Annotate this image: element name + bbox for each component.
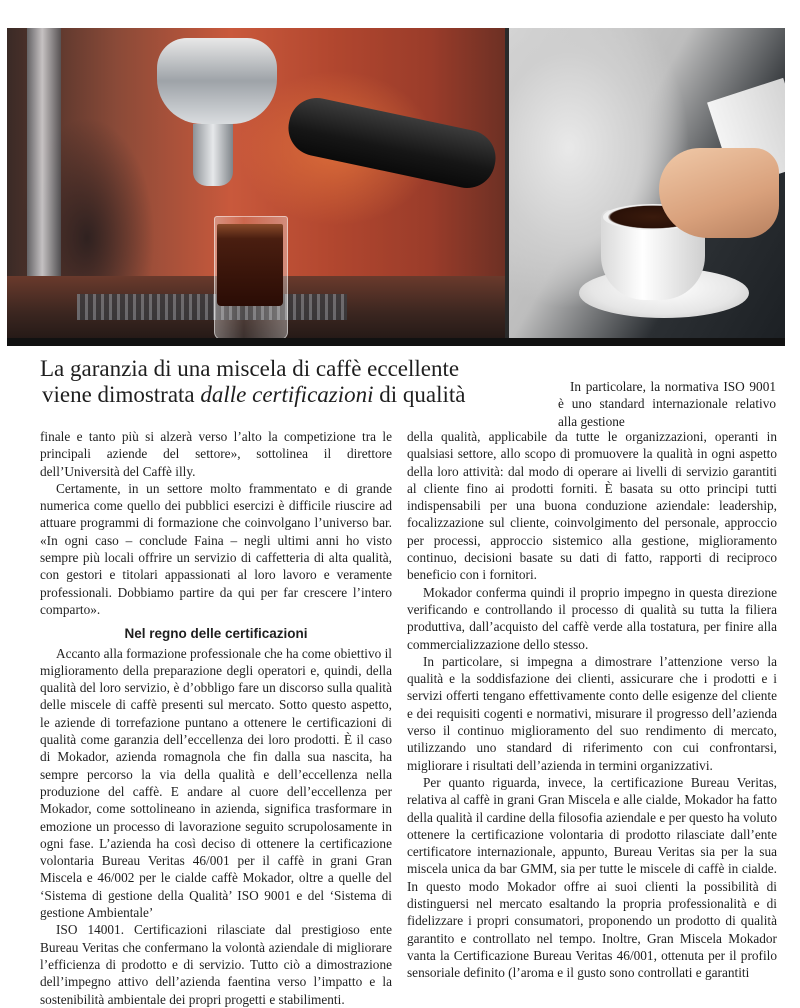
headline-line-2	[40, 382, 510, 408]
right-paragraph: Mokador conferma quindi il proprio impegno in questa direzione verificando e controllando il processo di qualità su tutta la filiera produttiva, dall’acquisto del caffè verde alla tostatura, per finire alla commercializzazione dello stesso.	[407, 584, 777, 652]
right-column	[407, 428, 777, 982]
right-paragraph: In particolare, si impegna a dimostrare l’attenzione verso la qualità e la soddisfazione dei clienti, assicurare che i prodotti e i servizi offerti tengano effettivamente conto delle esigenze del cliente e dei requisiti cogenti e normativi, misurare il progresso dell’azienda verso il continuo miglioramento del suo rendimento di mercato, utilizzando uno standard di riferimento con cui confrontarsi, migliorare i risultati dell’azienda in termini organizzativi.	[407, 653, 777, 773]
right-paragraph: della qualità, applicabile da tutte le organizzazioni, operanti in qualsiasi settore, allo scopo di promuovere la qualità in ogni aspetto della loro attività: dal modo di operare ai livelli di servizio garantiti al cliente fino ai prodotti forniti. È basata su otto principi tutti indispensabili per una buona conduzione aziendale: leadership, focalizzazione sul cliente, coinvolgimento del personale, approccio per processi, approccio sistemico alla gestione, miglioramento continuo, decisioni basate su dati di fatto, rapporti di reciproco beneficio con i fornitori.	[407, 429, 777, 583]
espresso-shot	[217, 224, 283, 306]
left-paragraph: ISO 14001. Certificazioni rilasciate dal prestigioso ente Bureau Veritas che confermano la volontà aziendale di migliorare l’efficienza di prodotto e di servizio. Tutto ciò a dimostrazione dell’impegno attivo dell’azienda faentina verso l’impatto e la sostenibilità ambientale dei propri progetti e stabilimenti.	[40, 922, 392, 1007]
right-intro-paragraph: In particolare, la normativa ISO 9001 è uno standard internazionale relativo alla gestione	[558, 379, 776, 429]
coffee-cup-photo	[509, 28, 785, 338]
portafilter-spout	[193, 124, 233, 186]
portafilter-handle	[283, 93, 500, 193]
headline-line-2-post: di qualità	[373, 382, 466, 407]
espresso-machine-photo	[7, 28, 505, 338]
left-column	[40, 428, 392, 1008]
header-photo-band	[7, 28, 785, 346]
right-paragraph: Per quanto riguarda, invece, la certificazione Bureau Veritas, relativa al caffè in grani Gran Miscela e alle cialde, Mokador ha fatto della qualità il cardine della filosofia aziendale e per questo ha voluto ottenere la certificazione volontaria di prodotto rilasciate dall’ente certificatore internazionale, appunto, Bureau Veritas sia per la sua miscela unica da bar GMM, sia per tutte le miscele di caffè in cialde. In questo modo Mokador offre ai suoi clienti la possibilità di distinguersi nel mercato esaltando la propria professionalità e di fidelizzare i propri consumatori, proponendo un prodotto di qualità garantito e controllato nel tempo. Inoltre, Gran Miscela Mokador vanta la Certificazione Bureau Veritas 46/001, ottenuta per il profilo sensoriale definito (l’aroma e il gusto sono controllati e garantiti	[407, 774, 777, 981]
headline-line-2-pre: viene dimostrata	[42, 382, 201, 407]
group-head	[157, 38, 277, 124]
right-column-intro	[558, 378, 776, 430]
left-paragraph: finale e tanto più si alzerà verso l’alto la competizione tra le principali aziende del settore», sottolinea il direttore dell’Università del Caffè illy.	[40, 429, 392, 479]
left-paragraph: Certamente, in un settore molto frammentato e di grande numerica come quello dei pubblici esercizi è difficile riuscire ad attuare programmi di formazione che coinvolgano l’universo bar. «In ogni caso – conclude Faina – negli ultimi anni ho visto sempre più locali offrire un servizio di caffetteria di alta qualità, con gestori e titolari appassionati al loro lavoro e veramente professionali. Dobbiamo partire da qui per far crescere l’intero comparto».	[40, 480, 392, 617]
headline-line-1: La garanzia di una miscela di caffè eccellente	[40, 356, 460, 381]
section-subheading: Nel regno delle certificazioni	[124, 626, 308, 642]
drip-grate	[77, 294, 347, 320]
left-paragraph: Accanto alla formazione professionale che ha come obiettivo il miglioramento della preparazione degli operatori e, quindi, della qualità del loro servizio, è d’obbligo fare un discorso sulla qualità delle miscele di caffè presenti sul mercato. Sotto questo aspetto, le aziende di torrefazione puntano a ottenere le certificazioni di qualità come garanzia dell’eccellenza dei loro prodotti. È il caso di Mokador, azienda romagnola che fin dalla sua nascita, ha sempre percorso la via della qualità e dell’eccellenza nella produzione del caffè. E andare al cuore dell’eccellenza per Mokador, come sottolineano in azienda, significa trasformare in emozione un processo di lavorazione seguito scrupolosamente in ogni fase. L’azienda ha così deciso di ottenere la certificazione volontaria Bureau Veritas 46/001 per il caffè in grani Gran Miscela e 46/002 per le cialde caffè Mokador, oltre a quelle del ‘Sistema di gestione della Qualità’ ISO 9001 e del ‘Sistema di gestione Ambientale’	[40, 645, 392, 921]
headline-line-2-emphasis: dalle certificazioni	[200, 382, 374, 407]
photo-bottom-strip	[7, 338, 785, 346]
hand	[659, 148, 779, 238]
article-headline	[40, 356, 510, 408]
chrome-column	[27, 28, 61, 278]
